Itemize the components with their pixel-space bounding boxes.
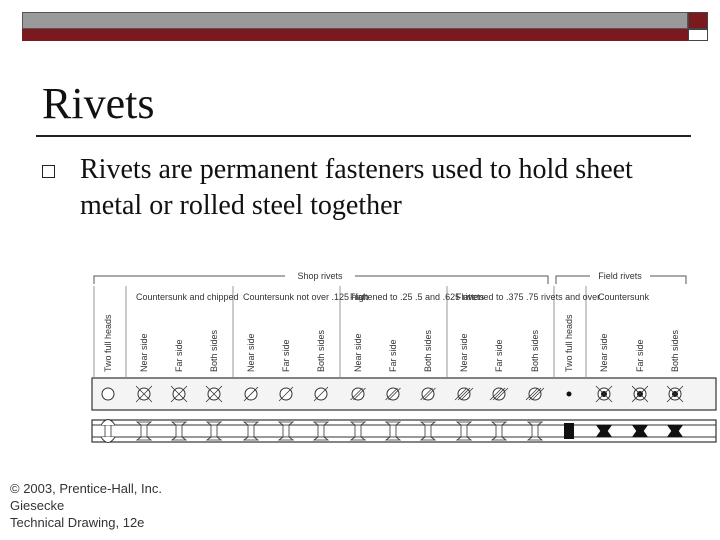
column-label: Both sides — [209, 329, 219, 372]
column-label: Both sides — [670, 329, 680, 372]
plan-rivet-symbol — [632, 386, 648, 402]
category-label-2-text: Countersunk not over .125 high — [243, 292, 369, 302]
credit-line-3: Technical Drawing, 12e — [10, 515, 145, 530]
column-label: Far side — [494, 339, 504, 372]
column-label: Far side — [388, 339, 398, 372]
category-label-4 — [456, 292, 600, 302]
header-red-bar — [22, 29, 688, 41]
slide-title: Rivets — [42, 79, 155, 128]
plan-rivet-symbol — [206, 386, 222, 402]
plan-rivet-symbol — [136, 386, 152, 402]
column-label: Near side — [139, 333, 149, 372]
credit-line-2: Giesecke — [10, 498, 65, 513]
group-label-field: Field rivets — [598, 271, 642, 281]
category-label-4-text: Flattened to .375 .75 rivets and over — [456, 292, 601, 302]
column-label: Two full heads — [103, 314, 113, 372]
section-rivet-symbol — [564, 423, 574, 439]
column-label: Near side — [599, 333, 609, 372]
column-label: Both sides — [316, 329, 326, 372]
copyright-credit — [10, 480, 162, 531]
title-divider — [36, 135, 691, 137]
category-label-1 — [136, 292, 239, 302]
column-label: Near side — [353, 333, 363, 372]
column-label: Near side — [459, 333, 469, 372]
column-label: Far side — [635, 339, 645, 372]
category-label-3-text: Flattened to .25 .5 and .625 rivets — [350, 292, 485, 302]
column-label: Far side — [281, 339, 291, 372]
category-label-5-text: Countersunk — [598, 292, 650, 302]
plan-rivet-symbol — [102, 388, 114, 400]
header-gray-bar — [22, 12, 688, 29]
column-label: Far side — [174, 339, 184, 372]
section-symbol-strip — [92, 420, 716, 442]
column-label: Two full heads — [564, 314, 574, 372]
column-labels — [103, 314, 680, 372]
bullet-text: Rivets are permanent fasteners used to hold sheet metal or rolled steel together — [80, 154, 633, 221]
plan-rivet-symbol — [171, 386, 187, 402]
plan-rivet-symbol — [667, 386, 683, 402]
column-label: Both sides — [530, 329, 540, 372]
header-corner-square — [688, 12, 708, 29]
category-label-1-text: Countersunk and chipped — [136, 292, 239, 302]
bullet-square-icon — [42, 165, 55, 178]
credit-line-1: © 2003, Prentice-Hall, Inc. — [10, 481, 162, 496]
plan-symbol-strip — [92, 378, 716, 410]
column-label: Near side — [246, 333, 256, 372]
rivet-symbols-figure — [90, 262, 720, 457]
plan-rivet-symbol — [567, 392, 572, 397]
group-label-shop: Shop rivets — [297, 271, 343, 281]
category-label-5 — [598, 292, 650, 302]
column-label: Both sides — [423, 329, 433, 372]
plan-rivet-symbol — [596, 386, 612, 402]
header-corner-square-lower — [688, 29, 708, 41]
